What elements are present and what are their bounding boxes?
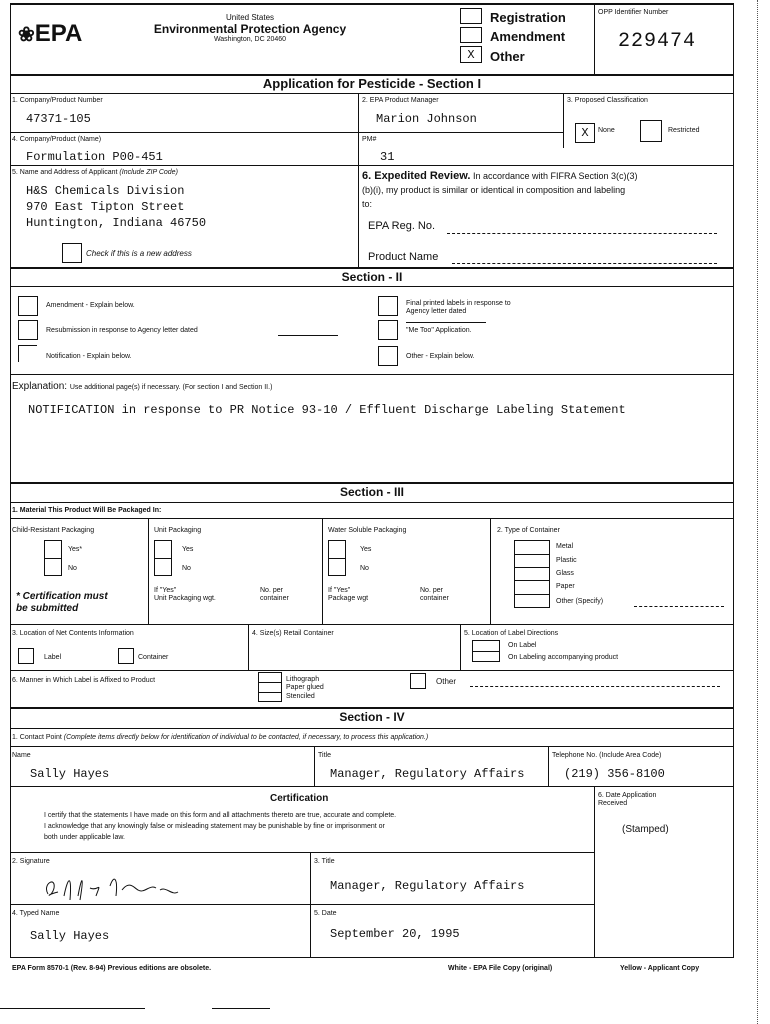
- crp-no-label: No: [68, 565, 77, 572]
- agency-block: [130, 13, 370, 43]
- title-3-label: 3. Title: [314, 858, 335, 865]
- notification-label: Notification - Explain below.: [46, 353, 132, 360]
- me-too-checkbox[interactable]: [378, 320, 398, 340]
- section-iv-title: Section - IV: [339, 710, 405, 724]
- company-product-name-label: 4. Company/Product (Name): [12, 136, 102, 143]
- signature-label: 2. Signature: [12, 858, 50, 865]
- address-line-3[interactable]: Huntington, Indiana 46750: [26, 216, 207, 230]
- certification-note: * Certification must be submitted: [16, 591, 108, 614]
- contact-title-value[interactable]: Manager, Regulatory Affairs: [330, 767, 525, 781]
- date-received-stamp-label: (Stamped): [622, 824, 669, 835]
- company-product-number-value[interactable]: 47371-105: [26, 112, 91, 126]
- explanation-label: Explanation: Use additional page(s) if necessary. (For section I and Section II.): [12, 381, 273, 392]
- form-id: EPA Form 8570-1 (Rev. 8-94) Previous editions are obsolete.: [12, 965, 212, 972]
- agency-name: Environmental Protection Agency: [153, 22, 347, 36]
- title-3-value[interactable]: Manager, Regulatory Affairs: [330, 879, 525, 893]
- net-contents-container-option: Container: [138, 654, 169, 661]
- wsp-no-label: No: [360, 565, 369, 572]
- container-other-field[interactable]: [634, 606, 724, 607]
- date-value[interactable]: September 20, 1995: [330, 927, 460, 941]
- contact-title-label: Title: [318, 752, 331, 759]
- me-too-label: "Me Too" Application.: [406, 327, 472, 334]
- on-label-option: On Label: [508, 642, 537, 649]
- final-printed-labels-checkbox[interactable]: [378, 296, 398, 316]
- section-i-title: Application for Pesticide - Section I: [262, 76, 482, 91]
- container-plastic-label: Plastic: [556, 557, 577, 564]
- address-line-1[interactable]: H&S Chemicals Division: [26, 184, 185, 198]
- affix-other-label: Other: [436, 677, 457, 686]
- product-manager-label: 2. EPA Product Manager: [362, 97, 439, 104]
- product-name-field[interactable]: [452, 263, 717, 264]
- flower-icon: ❀: [18, 24, 35, 46]
- section-ii-title: Section - II: [341, 270, 403, 284]
- other-checkbox[interactable]: X: [460, 46, 482, 63]
- yellow-copy-label: Yellow - Applicant Copy: [620, 965, 700, 972]
- final-printed-labels-label: Final printed labels in response to Agency letter dated: [406, 300, 511, 315]
- container-other-label: Other (Specify): [556, 598, 604, 605]
- product-name-label: Product Name: [368, 251, 439, 263]
- epa-logo: ❀EPA: [18, 20, 83, 47]
- new-address-label: Check if this is a new address: [86, 249, 192, 258]
- crp-yes-label: Yes*: [68, 546, 83, 553]
- label-affixed-label: 6. Manner in Which Label is Affixed to Product: [12, 677, 156, 684]
- resubmission-checkbox[interactable]: [18, 320, 38, 340]
- unit-yes-label: Yes: [182, 546, 194, 553]
- unit-if-yes-label: If "Yes" Unit Packaging wgt.: [154, 587, 216, 602]
- scan-mark-1: [0, 1008, 145, 1009]
- wsp-no-per-container-label: No. per container: [420, 587, 449, 602]
- net-contents-label-checkbox[interactable]: [18, 648, 34, 664]
- other-explain-checkbox[interactable]: [378, 346, 398, 366]
- container-metal-label: Metal: [556, 543, 574, 550]
- date-label: 5. Date: [314, 910, 337, 917]
- amendment-checkbox[interactable]: [460, 27, 482, 43]
- expedited-review-title: 6. Expedited Review.: [362, 170, 471, 182]
- section-iii-title: Section - III: [339, 485, 404, 499]
- label-directions-label: 5. Location of Label Directions: [464, 630, 559, 637]
- net-contents-container-checkbox[interactable]: [118, 648, 134, 664]
- scan-mark-2: [212, 1008, 270, 1009]
- affix-other-field[interactable]: [470, 686, 720, 687]
- white-copy-label: White - EPA File Copy (original): [448, 965, 553, 972]
- typed-name-value[interactable]: Sally Hayes: [30, 929, 110, 943]
- unit-no-per-container-label: No. per container: [260, 587, 289, 602]
- net-contents-label: 3. Location of Net Contents Information: [12, 630, 134, 637]
- scan-edge: [757, 0, 758, 1024]
- notification-checkbox[interactable]: [18, 345, 37, 362]
- water-soluble-label: Water Soluble Packaging: [328, 527, 407, 534]
- container-type-box[interactable]: [514, 540, 550, 608]
- stenciled-label: Stenciled: [286, 693, 315, 700]
- telephone-label: Telephone No. (Include Area Code): [552, 752, 662, 759]
- net-contents-label-option: Label: [44, 654, 62, 661]
- lithograph-label: Lithograph: [286, 676, 320, 683]
- company-product-name-value[interactable]: Formulation P00-451: [26, 150, 163, 164]
- opp-identifier-value: 229474: [618, 30, 697, 53]
- classification-restricted-label: Restricted: [668, 127, 700, 134]
- typed-name-label: 4. Typed Name: [12, 910, 60, 917]
- unit-no-label: No: [182, 565, 191, 572]
- amendment-label: Amendment: [490, 29, 566, 44]
- affix-other-checkbox[interactable]: [410, 673, 426, 689]
- agency-line1: United States: [225, 13, 275, 22]
- packaging-material-label: 1. Material This Product Will Be Packaged In:: [12, 507, 162, 514]
- wsp-if-yes-label: If "Yes" Package wgt: [328, 587, 369, 602]
- explanation-text[interactable]: NOTIFICATION in response to PR Notice 93-10 / Effluent Discharge Labeling Statement: [28, 403, 626, 417]
- child-resistant-label: Child-Resistant Packaging: [12, 527, 95, 534]
- retail-container-size-label: 4. Size(s) Retail Container: [252, 630, 334, 637]
- contact-name-value[interactable]: Sally Hayes: [30, 767, 110, 781]
- amendment-explain-checkbox[interactable]: [18, 296, 38, 316]
- resubmission-label: Resubmission in response to Agency letter dated: [46, 327, 198, 334]
- container-type-label: 2. Type of Container: [497, 527, 560, 534]
- certification-title: Certification: [270, 793, 329, 804]
- affix-method-box[interactable]: [258, 672, 282, 702]
- registration-checkbox[interactable]: [460, 8, 482, 24]
- paper-glued-label: Paper glued: [286, 684, 324, 691]
- on-labeling-option: On Labeling accompanying product: [508, 654, 619, 661]
- epa-reg-no-label: EPA Reg. No.: [368, 220, 436, 232]
- contact-point-label: 1. Contact Point (Complete items directly below for identification of individual to be contacted, if necessary, to process this application.): [12, 734, 429, 741]
- epa-reg-no-field[interactable]: [447, 233, 717, 234]
- address-line-2[interactable]: 970 East Tipton Street: [26, 200, 185, 214]
- expedited-review-text: 6. Expedited Review. In accordance with FIFRA Section 3(c)(3) (b)(i), my product is similar or identical in composition and labeling to:: [362, 170, 638, 209]
- certification-text: I certify that the statements I have made on this form and all attachments thereto are true, accurate and complete. I acknowledge that any knowingly false or misleading statement may be punishable by fine or imprisonment or both under applicable law.: [44, 812, 397, 841]
- date-received-label: 6. Date Application Received: [598, 792, 657, 807]
- pm-number-value[interactable]: 31: [380, 150, 395, 164]
- new-address-checkbox[interactable]: [62, 243, 82, 263]
- agency-address: Washington, DC 20460: [213, 36, 287, 43]
- company-product-number-label: 1. Company/Product Number: [12, 97, 103, 104]
- pm-number-label: PM#: [362, 136, 377, 143]
- signature-image: [38, 866, 188, 906]
- other-explain-label: Other - Explain below.: [406, 353, 475, 360]
- classification-restricted-checkbox[interactable]: [640, 120, 662, 142]
- proposed-classification-label: 3. Proposed Classification: [567, 97, 648, 104]
- telephone-value[interactable]: (219) 356-8100: [564, 767, 665, 781]
- classification-none-label: None: [598, 127, 615, 134]
- opp-identifier-label: OPP Identifier Number: [598, 9, 669, 16]
- product-manager-value[interactable]: Marion Johnson: [376, 112, 477, 126]
- classification-none-checkbox[interactable]: X: [575, 123, 595, 143]
- amendment-explain-label: Amendment - Explain below.: [46, 302, 135, 309]
- other-label: Other: [490, 49, 525, 64]
- container-paper-label: Paper: [556, 583, 575, 590]
- applicant-address-label: 5. Name and Address of Applicant (Include ZIP Code): [12, 169, 178, 176]
- wsp-yes-label: Yes: [360, 546, 372, 553]
- container-glass-label: Glass: [556, 570, 574, 577]
- registration-label: Registration: [490, 10, 566, 25]
- unit-packaging-label: Unit Packaging: [154, 527, 202, 534]
- contact-name-label: Name: [12, 752, 31, 759]
